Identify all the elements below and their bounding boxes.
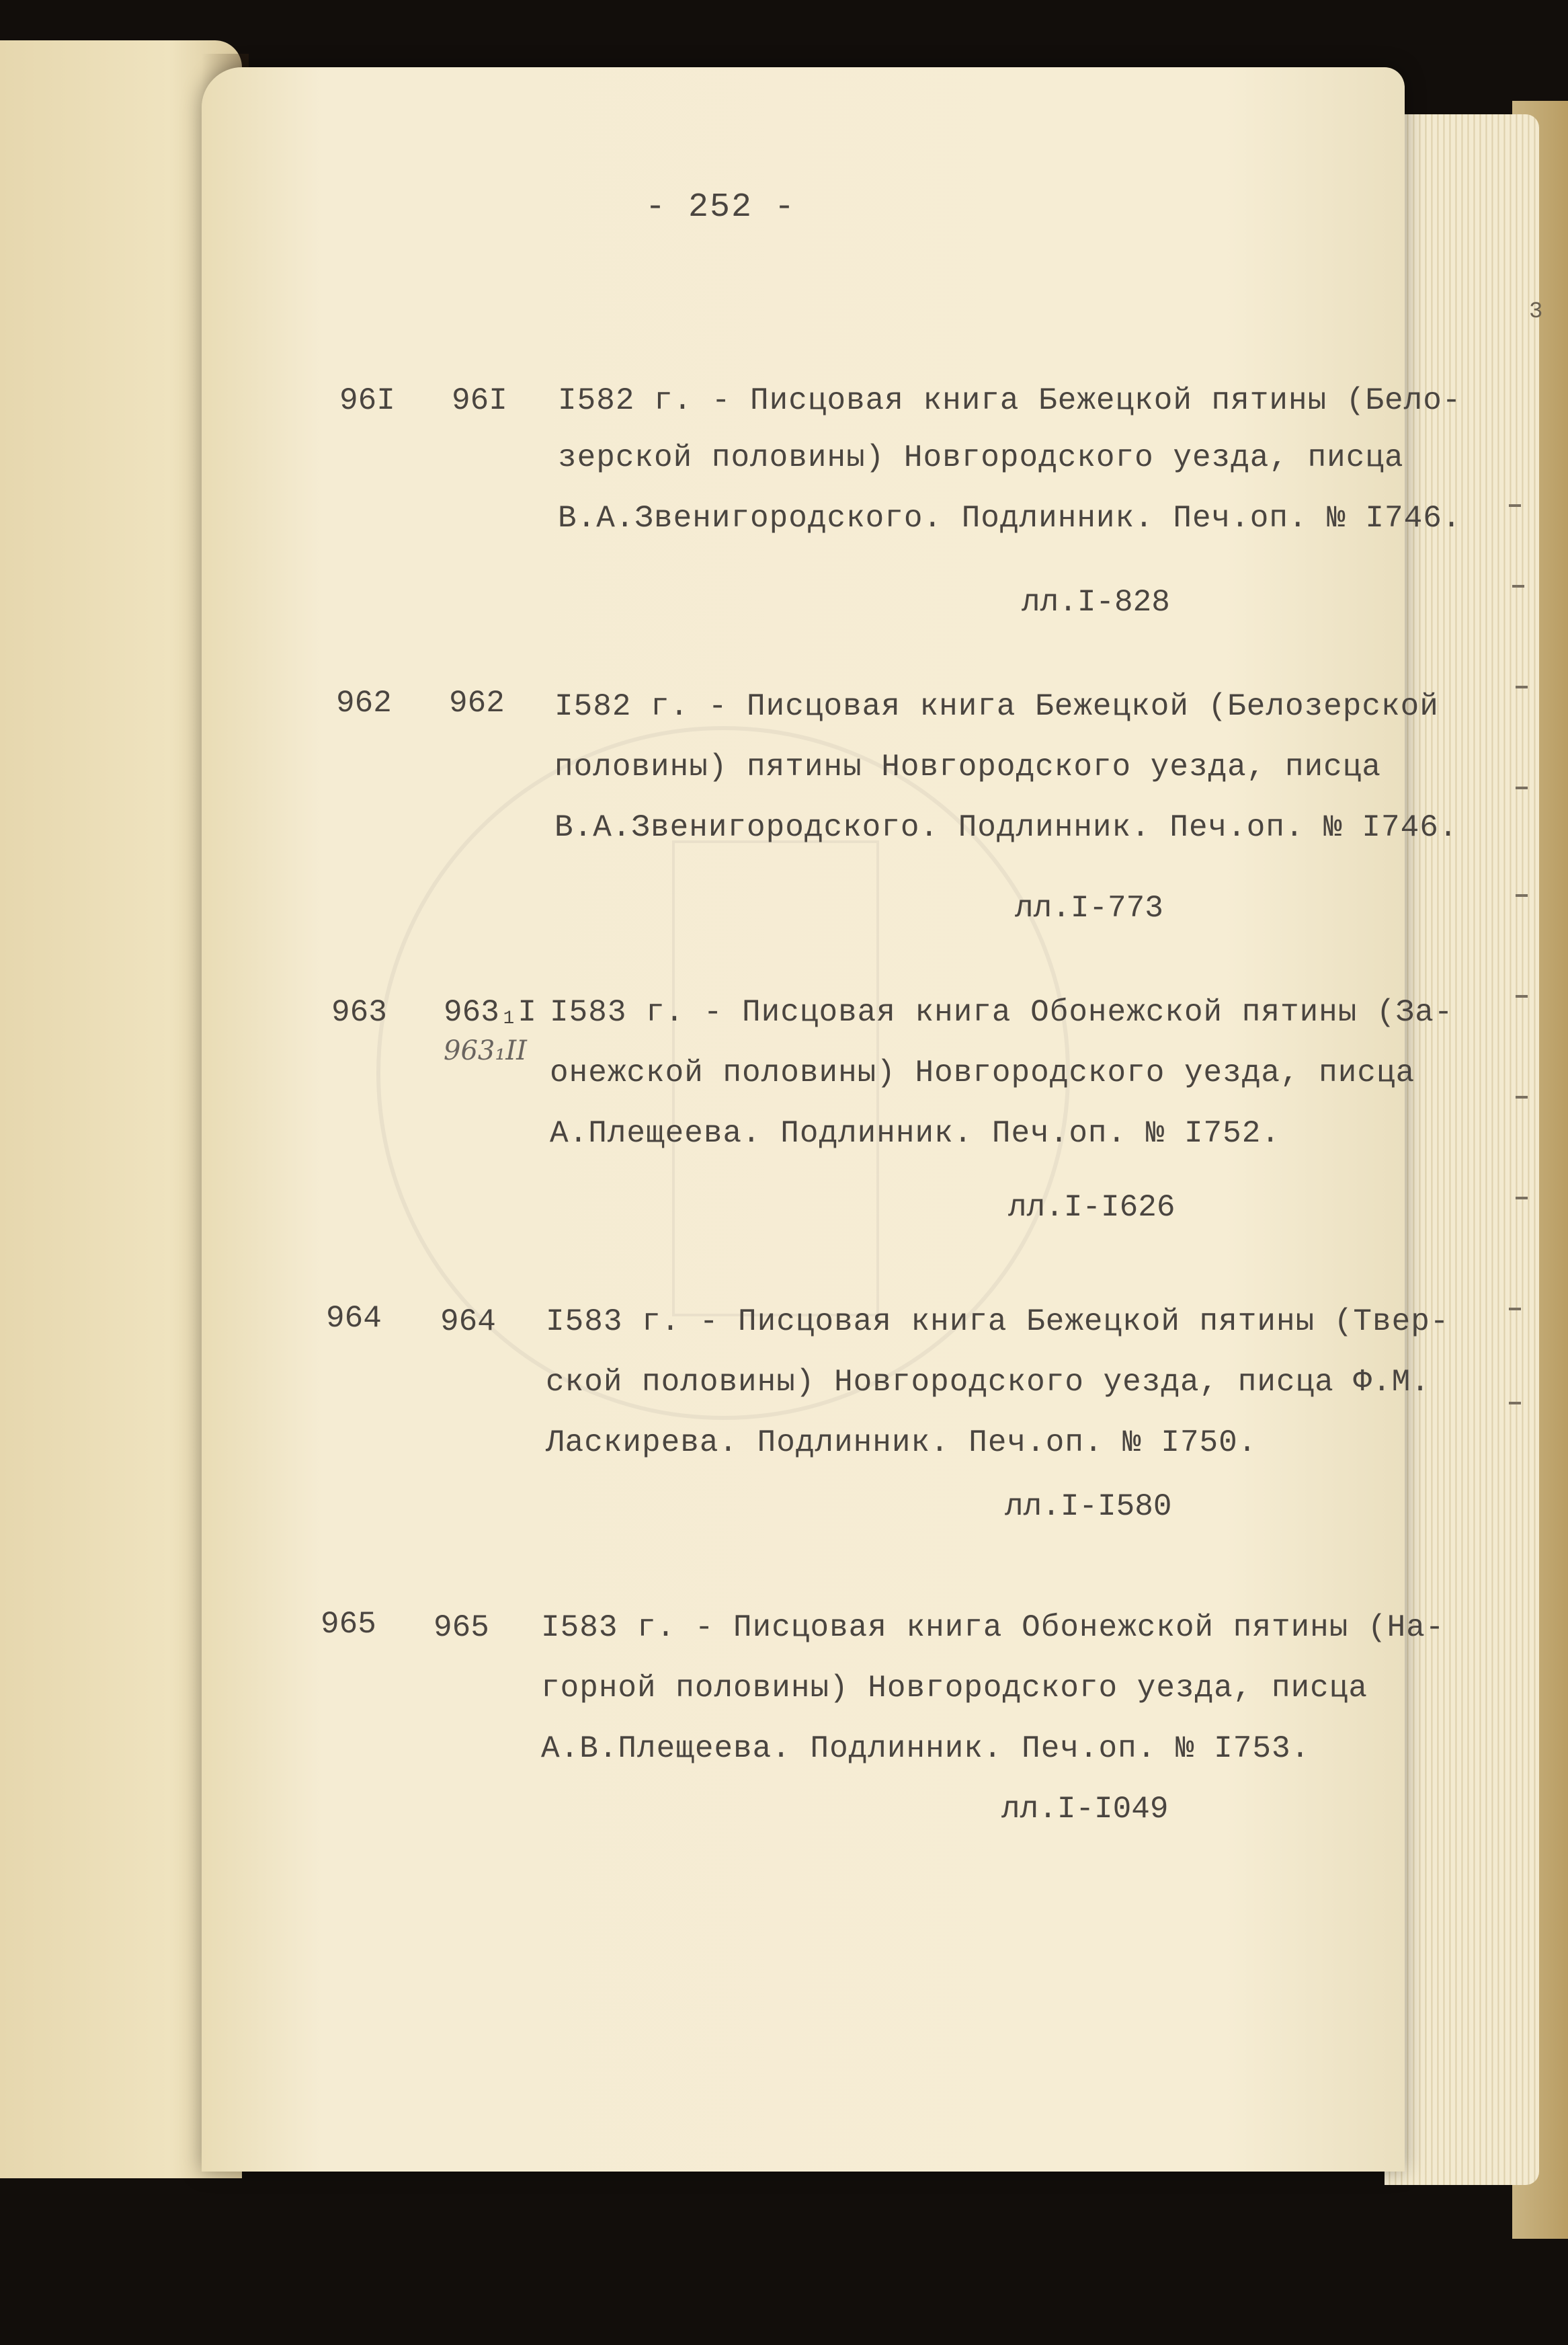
stack-mark: 3 [1529,299,1543,325]
old-number: 963₁I [444,995,537,1030]
sheet-range: лл.I-I580 [1005,1489,1172,1524]
entry-line: ской половины) Новгородского уезда, писца Ф.М. [546,1365,1430,1400]
entry-line: I583 г. - Писцовая книга Бежецкой пятины (Твер- [546,1304,1450,1339]
entry-line: В.А.Звенигородского. Подлинник. Печ.оп. № I746. [558,501,1462,536]
inventory-number: 963 [331,995,387,1030]
inventory-number: 965 [321,1607,376,1642]
inventory-number: 964 [326,1301,382,1336]
entry-line: половины) пятины Новгородского уезда, писца [554,750,1381,785]
sheet-range: лл.I-I049 [1001,1792,1169,1827]
entry-line: А.В.Плещеева. Подлинник. Печ.оп. № I753. [541,1731,1311,1766]
sheet-range: лл.I-773 [1015,891,1163,926]
entry-line: I583 г. - Писцовая книга Обонежской пятины (За- [550,995,1454,1030]
margin-tick [1516,1197,1528,1199]
inventory-number: 962 [336,686,392,721]
page-number: - 252 - [645,188,796,227]
sheet-range: лл.I-828 [1022,585,1170,620]
old-number: 962 [449,686,505,721]
entry-line: I582 г. - Писцовая книга Бежецкой (Белозерской [554,689,1439,724]
sheet-range: лл.I-I626 [1008,1190,1175,1225]
margin-tick [1509,504,1521,507]
handwritten-annotation: 963₁II [444,1035,527,1066]
old-number: 96I [452,383,507,418]
entry-line: I582 г. - Писцовая книга Бежецкой пятины (Бело- [558,383,1462,418]
inventory-number: 96I [339,383,395,418]
entry-line: В.А.Звенигородского. Подлинник. Печ.оп. № I746. [554,810,1458,845]
entry-line: горной половины) Новгородского уезда, писца [541,1671,1368,1706]
margin-tick [1509,1402,1521,1404]
old-number: 964 [440,1304,496,1339]
margin-tick [1512,585,1524,588]
entry-line: зерской половины) Новгородского уезда, писца [558,440,1404,475]
entry-line: Ласкирева. Подлинник. Печ.оп. № I750. [546,1425,1257,1460]
page-stack-edge [1385,114,1539,2185]
margin-tick [1516,787,1528,789]
entry-line: I583 г. - Писцовая книга Обонежской пятины (На- [541,1610,1445,1645]
margin-tick [1509,1308,1521,1310]
entry-line: А.Плещеева. Подлинник. Печ.оп. № I752. [550,1116,1280,1151]
margin-tick [1516,894,1528,897]
old-number: 965 [434,1610,489,1645]
margin-tick [1516,686,1528,688]
margin-tick [1516,995,1528,998]
entry-line: онежской половины) Новгородского уезда, писца [550,1056,1415,1090]
margin-tick [1516,1096,1528,1099]
